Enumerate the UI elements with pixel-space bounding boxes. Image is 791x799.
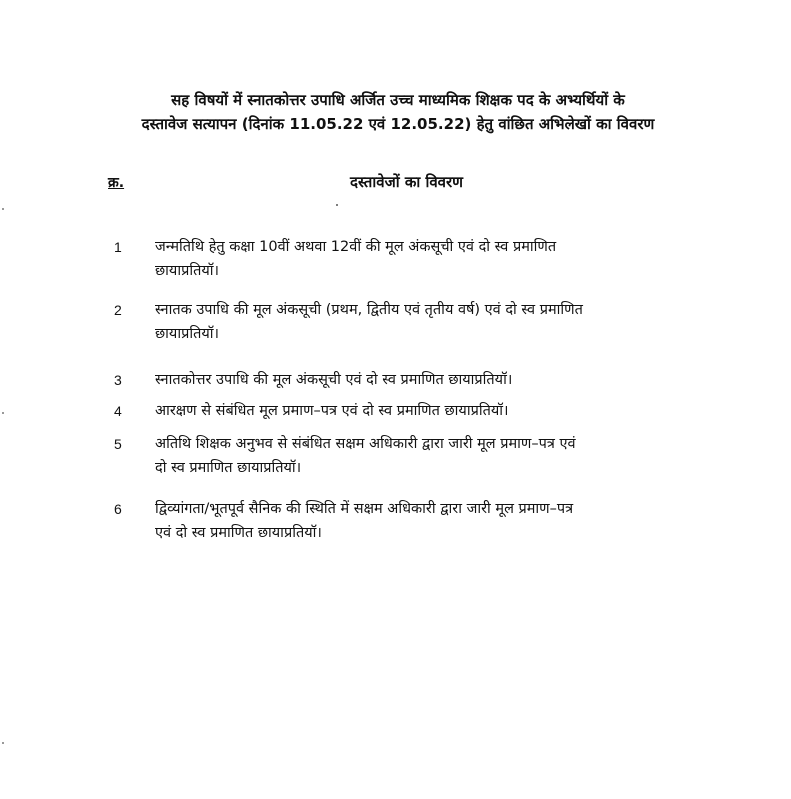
- item-number: 1: [114, 239, 122, 255]
- item-line: छायाप्रतियॉ।: [155, 263, 220, 279]
- item-text: [155, 235, 703, 283]
- item-line: स्नातक उपाधि की मूल अंकसूची (प्रथम, द्वितीय एवं तृतीय वर्ष) एवं दो स्व प्रमाणित: [155, 302, 583, 318]
- scan-speck: [2, 412, 4, 414]
- item-line: अतिथि शिक्षक अनुभव से संबंधित सक्षम अधिकारी द्वारा जारी मूल प्रमाण–पत्र एवं: [155, 436, 576, 452]
- item-number: 4: [114, 403, 122, 419]
- item-line: स्नातकोत्तर उपाधि की मूल अंकसूची एवं दो स्व प्रमाणित छायाप्रतियॉ।: [155, 372, 513, 388]
- item-text: [155, 497, 703, 545]
- serial-column-header: क्र.: [108, 175, 125, 191]
- item-text: [155, 298, 703, 346]
- item-line: आरक्षण से संबंधित मूल प्रमाण–पत्र एवं दो स्व प्रमाणित छायाप्रतियॉ।: [155, 403, 509, 419]
- item-number: 6: [114, 501, 122, 517]
- item-number: 5: [114, 436, 122, 452]
- heading-line-2: दस्तावेज सत्यापन (दिनांक 11.05.22 एवं 12.05.22) हेतु वांछित अभिलेखों का विवरण: [141, 115, 655, 133]
- item-line: द्विव्यांगता/भूतपूर्व सैनिक की स्थिति में सक्षम अधिकारी द्वारा जारी मूल प्रमाण–पत्र: [155, 501, 574, 517]
- scan-speck: [336, 204, 338, 206]
- item-line: दो स्व प्रमाणित छायाप्रतियॉ।: [155, 460, 302, 476]
- item-text: [155, 432, 703, 480]
- item-text: [155, 368, 703, 392]
- document-heading: [108, 88, 688, 136]
- heading-line-1: सह विषयों में स्नातकोत्तर उपाधि अर्जित उच्च माध्यमिक शिक्षक पद के अभ्यर्थियों के: [171, 91, 625, 109]
- scan-speck: [2, 208, 4, 210]
- item-line: एवं दो स्व प्रमाणित छायाप्रतियॉ।: [155, 525, 322, 541]
- scan-speck: [2, 742, 4, 744]
- item-number: 3: [114, 372, 122, 388]
- documents-column-header: दस्तावेजों का विवरण: [350, 173, 463, 191]
- item-text: [155, 399, 703, 423]
- item-number: 2: [114, 302, 122, 318]
- item-line: जन्मतिथि हेतु कक्षा 10वीं अथवा 12वीं की मूल अंकसूची एवं दो स्व प्रमाणित: [155, 239, 557, 255]
- item-line: छायाप्रतियॉ।: [155, 326, 220, 342]
